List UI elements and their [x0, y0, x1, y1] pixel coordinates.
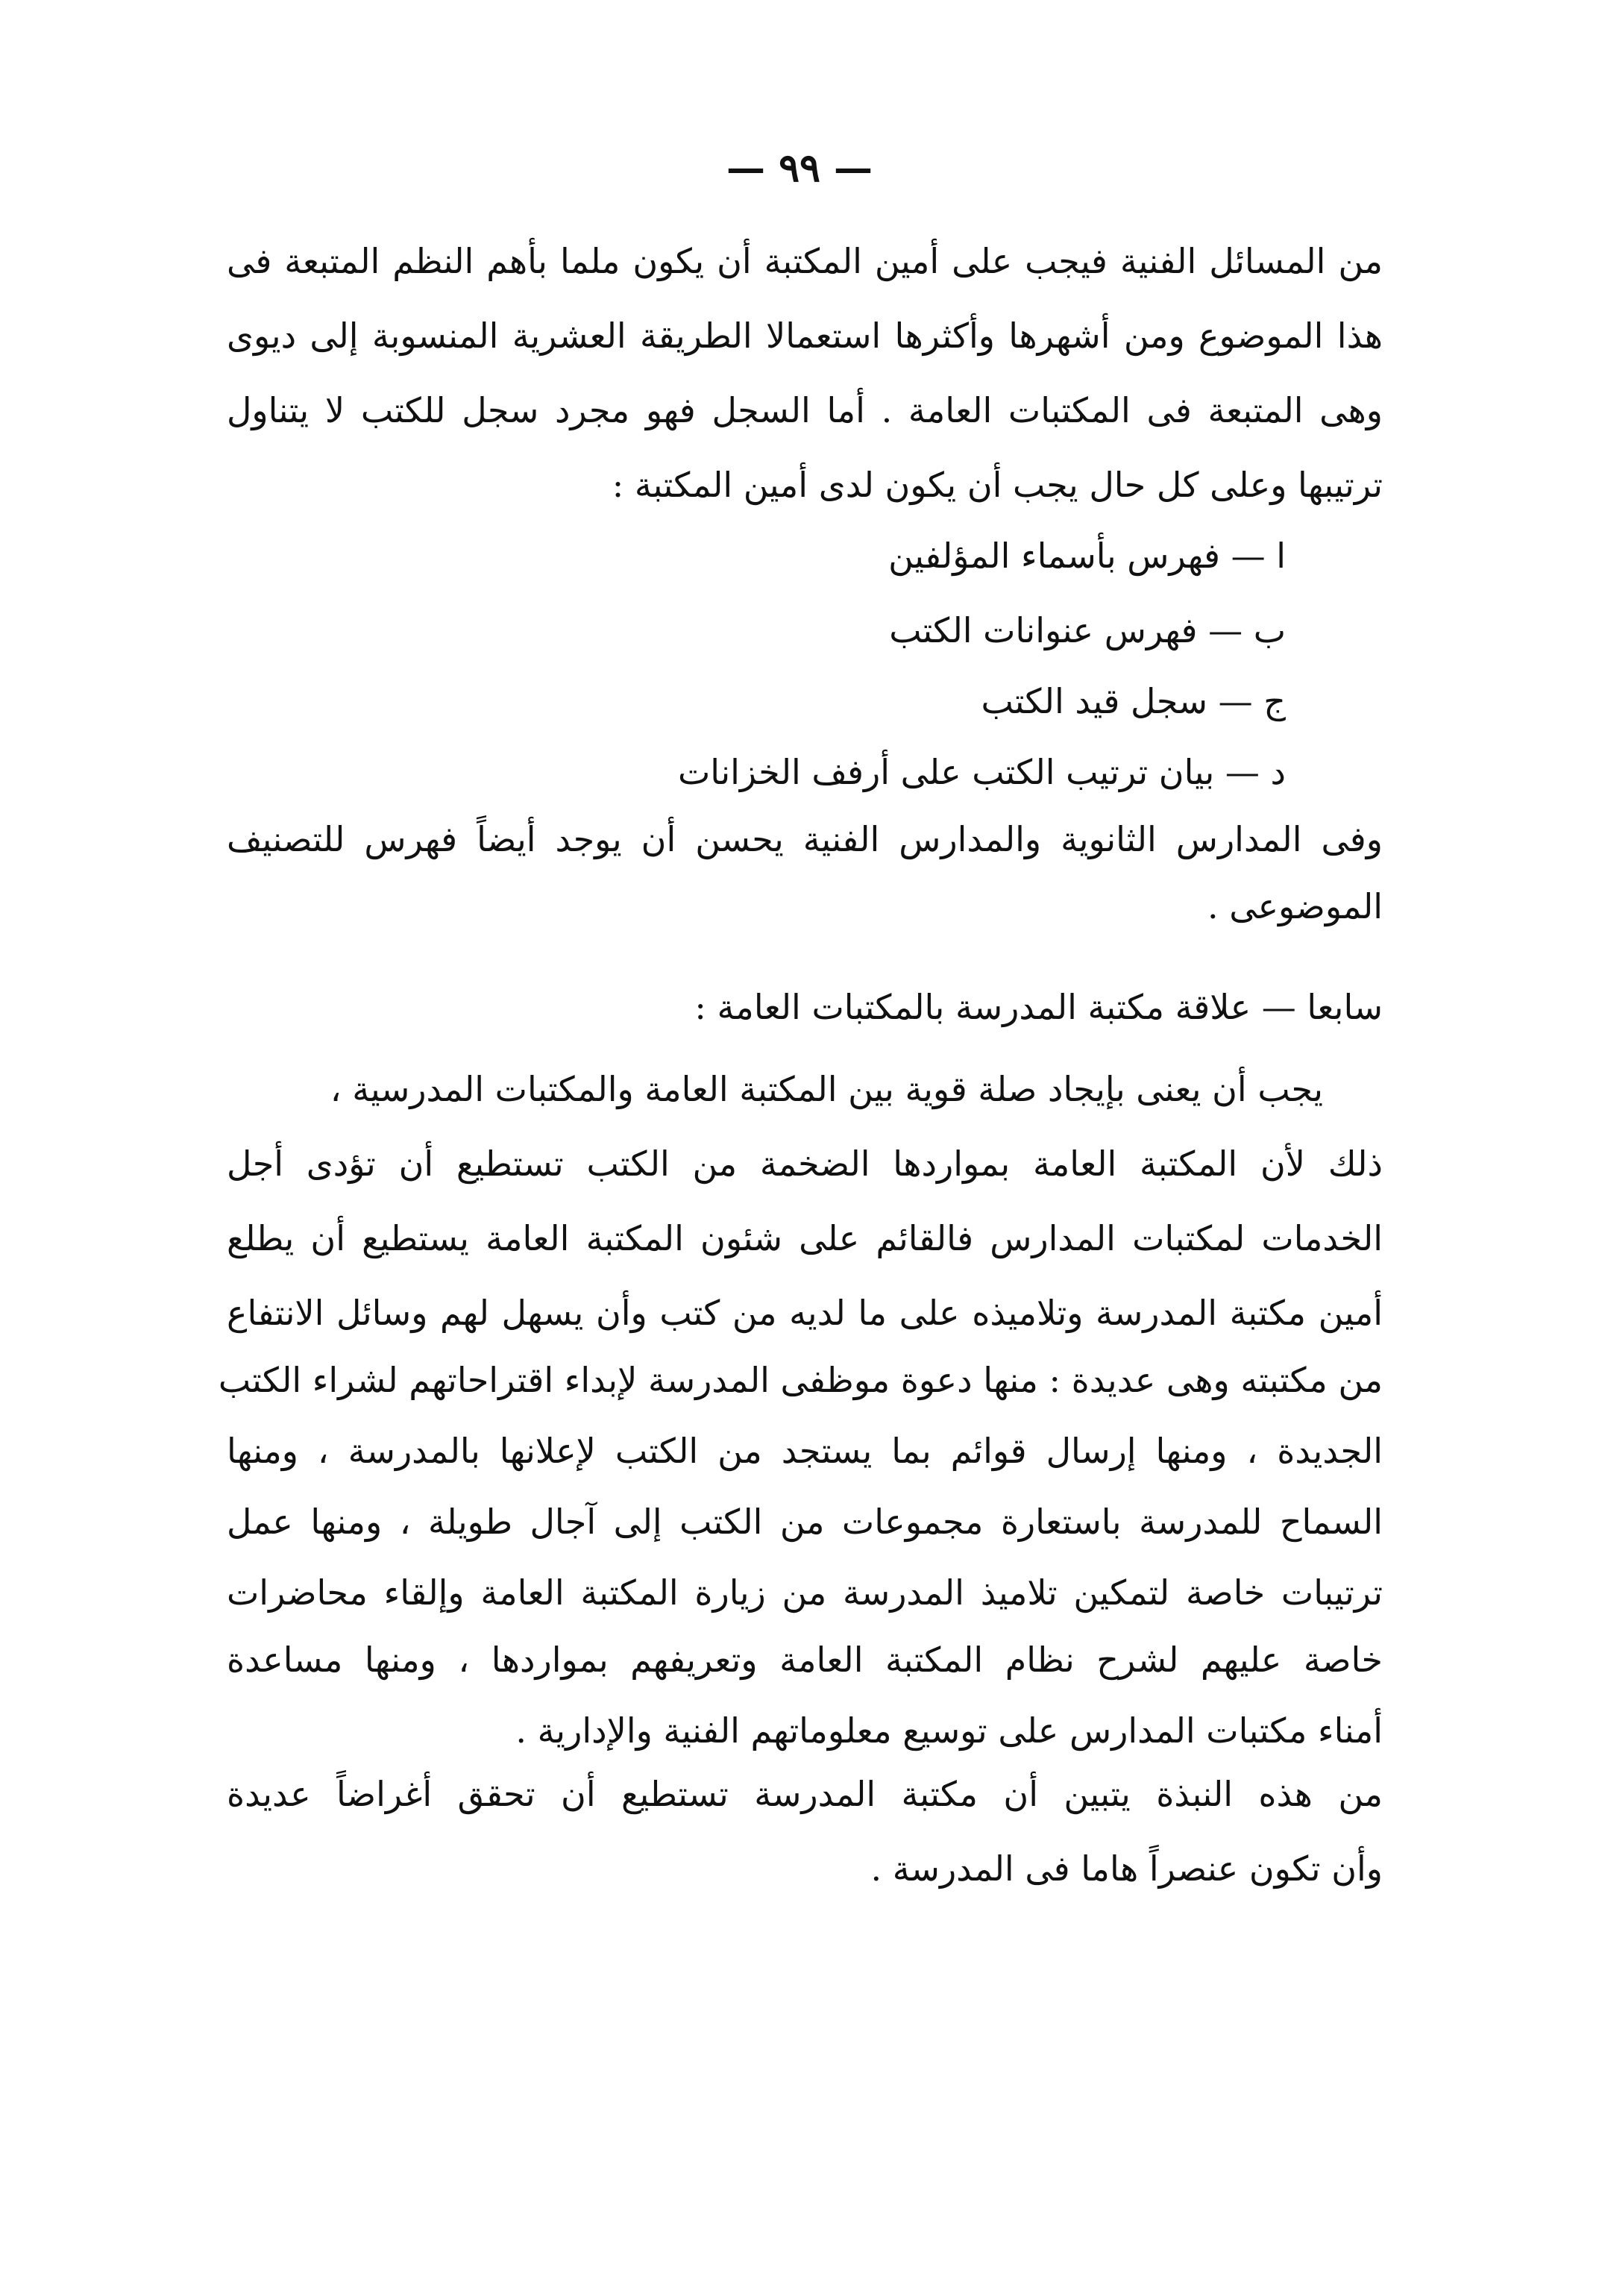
paragraph-line: وفى المدارس الثانوية والمدارس الفنية يحسن أن يوجد أيضاً فهرس للتصنيف [227, 819, 1383, 859]
list-item: ا — فهرس بأسماء المؤلفين [888, 536, 1286, 576]
paragraph-line: الخدمات لمكتبات المدارس فالقائم على شئون المكتبة العامة يستطيع أن يطلع [227, 1218, 1383, 1258]
paragraph-line: أمين مكتبة المدرسة وتلاميذه على ما لديه من كتب وأن يسهل لهم وسائل الانتفاع [227, 1293, 1383, 1333]
page-number: — ٩٩ — [726, 145, 873, 191]
paragraph-line: ترتيبها وعلى كل حال يجب أن يكون لدى أمين المكتبة : [612, 465, 1383, 505]
paragraph-line: الموضوعى . [1207, 886, 1383, 926]
list-item: ج — سجل قيد الكتب [981, 681, 1286, 721]
paragraph-line: ترتيبات خاصة لتمكين تلاميذ المدرسة من زيارة المكتبة العامة وإلقاء محاضرات [227, 1572, 1383, 1613]
paragraph-line: من المسائل الفنية فيجب على أمين المكتبة أن يكون ملما بأهم النظم المتبعة فى [227, 241, 1383, 281]
paragraph-line: أمناء مكتبات المدارس على توسيع معلوماتهم الفنية والإدارية . [515, 1710, 1383, 1751]
paragraph-line: السماح للمدرسة باستعارة مجموعات من الكتب إلى آجال طويلة ، ومنها عمل [227, 1502, 1383, 1542]
paragraph-line: وأن تكون عنصراً هاما فى المدرسة . [870, 1848, 1383, 1889]
section-heading: سابعا — علاقة مكتبة المدرسة بالمكتبات العامة : [694, 987, 1383, 1027]
paragraph-line: خاصة عليهم لشرح نظام المكتبة العامة وتعريفهم بمواردها ، ومنها مساعدة [227, 1640, 1383, 1680]
paragraph-line: ذلك لأن المكتبة العامة بمواردها الضخمة من الكتب تستطيع أن تؤدى أجل [227, 1144, 1383, 1184]
paragraph-line: من مكتبته وهى عديدة : منها دعوة موظفى المدرسة لإبداء اقتراحاتهم لشراء الكتب [218, 1360, 1383, 1400]
paragraph-line: هذا الموضوع ومن أشهرها وأكثرها استعمالا الطريقة العشرية المنسوبة إلى ديوى [227, 316, 1383, 356]
paragraph-line: الجديدة ، ومنها إرسال قوائم بما يستجد من الكتب لإعلانها بالمدرسة ، ومنها [227, 1431, 1383, 1471]
paragraph-line: يجب أن يعنى بإيجاد صلة قوية بين المكتبة العامة والمكتبات المدرسية ، [330, 1069, 1323, 1109]
paragraph-line: وهى المتبعة فى المكتبات العامة . أما السجل فهو مجرد سجل للكتب لا يتناول [227, 390, 1383, 430]
paragraph-line: من هذه النبذة يتبين أن مكتبة المدرسة تستطيع أن تحقق أغراضاً عديدة [227, 1774, 1383, 1814]
list-item: ب — فهرس عنوانات الكتب [889, 610, 1286, 650]
list-item: د — بيان ترتيب الكتب على أرفف الخزانات [678, 752, 1286, 792]
